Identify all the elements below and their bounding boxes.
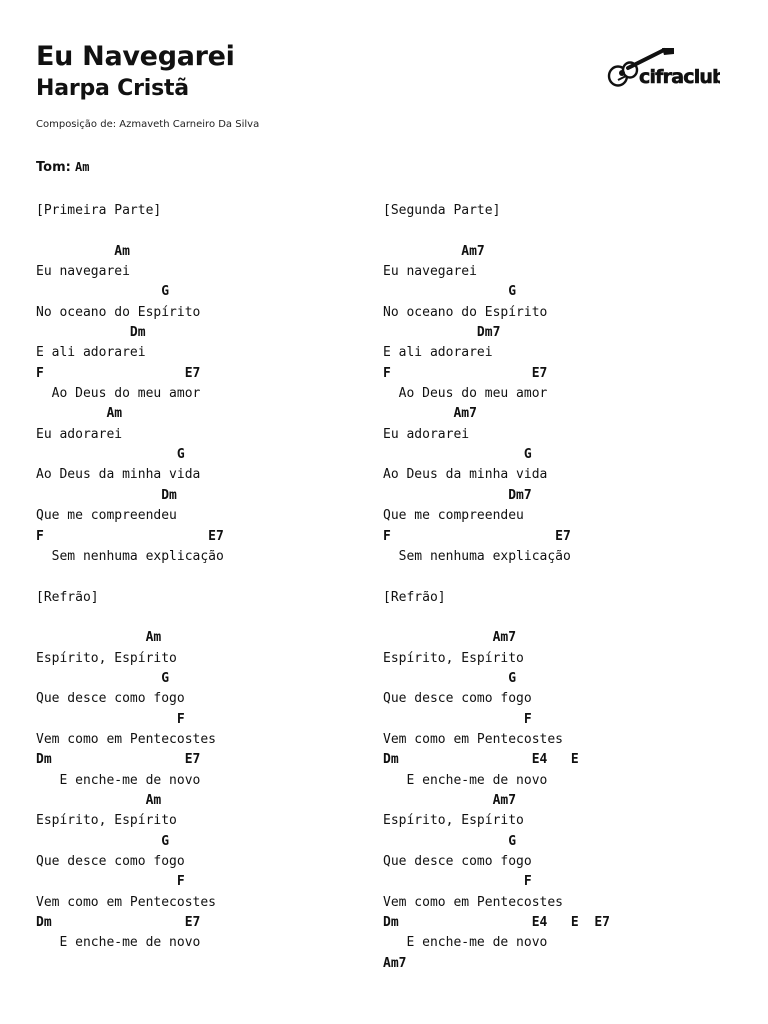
section-heading: [Segunda Parte] <box>383 203 501 218</box>
chord-line: Dm <box>36 487 177 503</box>
chord-line: G <box>383 670 517 686</box>
lyric-line: Eu adorarei <box>383 426 470 442</box>
chord-line: F <box>36 874 185 890</box>
chord-line: G <box>383 833 517 849</box>
lyric-line: Sem nenhuma explicação <box>36 548 224 564</box>
chord-line: F <box>383 711 532 727</box>
ukulele-icon <box>606 46 720 96</box>
lyric-line: Espírito, Espírito <box>383 650 524 666</box>
lyric-line: E enche-me de novo <box>36 935 201 951</box>
chord-line: G <box>36 447 185 463</box>
chord-line: Dm E4 E <box>383 752 579 768</box>
chord-line: Dm E4 E E7 <box>383 915 610 931</box>
lyric-line: Eu navegarei <box>383 264 477 280</box>
section-heading: [Refrão] <box>36 589 99 605</box>
lyric-line: E ali adorarei <box>36 345 146 361</box>
lyric-line: No oceano do Espírito <box>383 304 548 320</box>
section-heading: [Refrão] <box>383 589 446 605</box>
lyric-line: E enche-me de novo <box>36 772 201 788</box>
chord-line: Dm E7 <box>36 915 201 931</box>
chord-line: F <box>36 711 185 727</box>
chord-line: Dm E7 <box>36 752 201 768</box>
chord-line: F E7 <box>36 528 224 544</box>
chord-line: Am7 <box>383 243 485 259</box>
chord-line: Am7 <box>383 955 407 971</box>
lyric-line: Ao Deus do meu amor <box>36 386 201 402</box>
chord-line: F E7 <box>36 365 201 381</box>
lyric-line: Sem nenhuma explicação <box>383 548 571 564</box>
lyric-line: Ao Deus da minha vida <box>383 467 548 483</box>
chord-line: Am7 <box>383 630 517 646</box>
chord-line: G <box>383 284 517 300</box>
chord-line: G <box>383 447 532 463</box>
blank-line <box>383 567 610 587</box>
lyric-line: Que desce como fogo <box>36 691 185 707</box>
lyric-line: Eu navegarei <box>36 264 130 280</box>
lyric-line: Espírito, Espírito <box>383 813 524 829</box>
section-heading: [Primeira Parte] <box>36 203 162 218</box>
logo-text: cifraclub <box>639 66 720 88</box>
lyric-line: Ao Deus do meu amor <box>383 386 548 402</box>
lyric-line: Que desce como fogo <box>383 854 532 869</box>
lyric-line: E enche-me de novo <box>383 772 548 788</box>
lyric-line: Vem como em Pentecostes <box>383 731 564 747</box>
chord-line: F E7 <box>383 365 548 381</box>
lyric-line: Que desce como fogo <box>383 691 532 707</box>
lyric-line: Que me compreendeu <box>383 508 524 524</box>
blank-line <box>36 567 224 587</box>
chord-line: G <box>36 670 170 686</box>
chord-line: Dm7 <box>383 325 501 341</box>
lyric-line: Espírito, Espírito <box>36 650 177 666</box>
lyric-line: Eu adorarei <box>36 426 123 442</box>
lyric-line: Espírito, Espírito <box>36 813 177 829</box>
blank-line <box>36 221 224 241</box>
lyric-line: E enche-me de novo <box>383 935 548 951</box>
chord-line: G <box>36 284 170 300</box>
lyric-line: Ao Deus da minha vida <box>36 467 201 483</box>
chord-line: Am7 <box>383 792 517 808</box>
chord-line: Am7 <box>383 406 477 422</box>
cifraclub-logo[interactable] <box>606 46 720 96</box>
composer-credit: Composição de: Azmaveth Carneiro Da Silva <box>36 119 260 130</box>
chord-line: Am <box>36 243 130 259</box>
lyric-line: Vem como em Pentecostes <box>36 894 217 910</box>
blank-line <box>383 221 610 241</box>
artist-name: Harpa Cristã <box>36 76 189 101</box>
blank-line <box>36 608 224 628</box>
chord-line: Dm <box>36 325 146 341</box>
chord-line: Am <box>36 406 123 422</box>
song-title: Eu Navegarei <box>36 41 235 72</box>
blank-line <box>383 608 610 628</box>
chord-line: Am <box>36 630 162 646</box>
lyric-line: No oceano do Espírito <box>36 304 201 320</box>
chord-line: F <box>383 874 532 890</box>
chord-sheet-column-right <box>383 201 610 974</box>
tom-label: Tom: <box>36 160 71 175</box>
chord-line: G <box>36 833 170 849</box>
lyric-line: Que me compreendeu <box>36 508 177 524</box>
song-key <box>36 158 89 177</box>
lyric-line: Vem como em Pentecostes <box>36 731 217 747</box>
lyric-line: E ali adorarei <box>383 345 493 361</box>
chord-line: Dm7 <box>383 487 532 503</box>
tom-key: Am <box>74 160 90 174</box>
lyric-line: Vem como em Pentecostes <box>383 894 564 910</box>
lyric-line: Que desce como fogo <box>36 854 185 869</box>
chord-sheet-column-left <box>36 201 224 954</box>
chord-line: Am <box>36 792 162 808</box>
chord-line: F E7 <box>383 528 571 544</box>
